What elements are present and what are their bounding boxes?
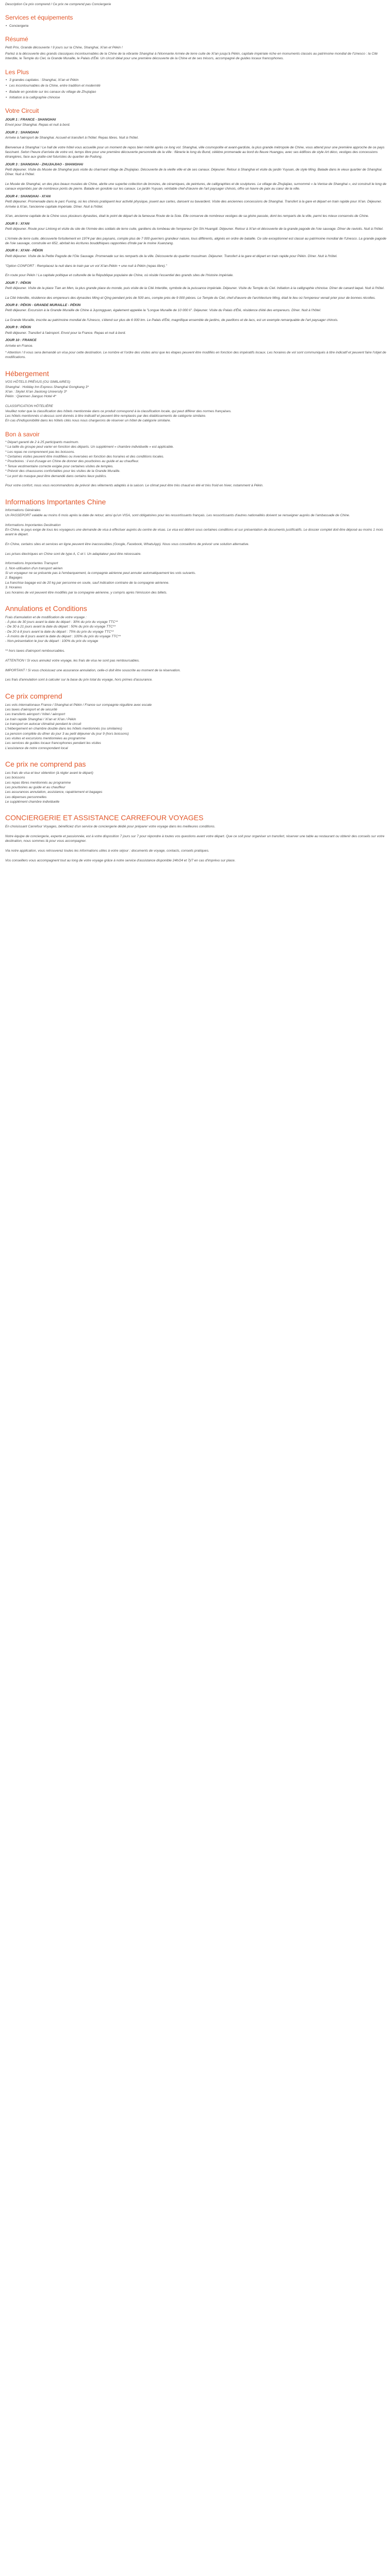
inclus-text: Les vols internationaux France / Shanghai et Pékin / France sur compagnie régulière avec escale Les taxes d'aéroport et de sécurité Les transferts aéroport / hôtel / aéroport Le train rapide Shanghai / Xi'an et Xi'an / Pékin Le transport en autocar climatisé pendant le circuit L'hébergement en chambre double dans les hôtels mentionnés (ou similaires) La pension complète du dîner du jour 3 au petit déjeuner du jour 9 (hors boissons) Les visites et excursions mentionnées au programme Les services de guides locaux francophones pendant les visites L'assistance de notre correspondant local [5, 703, 152, 750]
resume-tagline: Petit Prix, Grande découverte ! 9 jours sur la Chine, Shanghai, Xi'an et Pékin ! [5, 45, 123, 49]
day-title: JOUR 4 : SHANGHAI - XI'AN [5, 194, 51, 198]
plus-list [5, 78, 387, 100]
day-block [5, 303, 387, 323]
bon-a-savoir-title: Bon à savoir [5, 430, 40, 438]
day-block [5, 248, 387, 278]
exclus-text: Les frais de visa et leur obtention (à régler avant le départ) Les boissons Les repas libres mentionnés au programme Les pourboires au guide et au chauffeur Les assurances annulation, assistance, rapatriement et bagages Les dépenses personnelles Le supplément chambre individuelle [5, 771, 103, 804]
day-block [5, 222, 387, 246]
services-title: Services et équipements [5, 14, 73, 22]
day-title: JOUR 10 : FRANCE [5, 338, 37, 343]
list-item: • Balade en gondole sur les canaux du village de Zhujiajiao [5, 90, 387, 94]
formalites-text: Informations Générales Un PASSEPORT valable au moins 6 mois après la date de retour, ainsi qu'un VISA, sont obligatoires pour les ressortissants français. Les ressortissants d'autres nationalités doivent se renseigner auprès de l'ambassade de Chine. Informations Importantes Destination En Chine, le pays exige de tous les voyageurs une demande de visa à effectuer auprès du centre de visas. Le visa est délivré sous certaines conditions et sur présentation de documents justificatifs. Le dossier complet doit être déposé au moins 1 mois avant le départ. En Chine, certains sites et services en ligne peuvent être inaccessibles (Google, Facebook, WhatsApp). Nous vous conseillons de prévoir une solution alternative. Les prises électriques en Chine sont de type A, C et I. Un adaptateur peut être nécessaire. Informations Importantes Transport 1. Non-utilisation d'un transport aérien Si un voyageur ne se présente pas à l'embarquement, la compagnie aérienne peut annuler automatiquement les vols suivants. 2. Bagages La franchise bagage est de 20 kg par personne en soute, sauf indication contraire de la compagnie aérienne. 3. Horaires Les horaires de vol peuvent être modifiés par la compagnie aérienne, y compris après l'émission des billets. [5, 509, 383, 595]
day-text: Petit déjeuner. Visite du Musée de Shanghai puis visite du charmant village de Zhujiajiao. Découverte de la vieille ville et de ses canaux. Déjeuner. Retour à Shanghai et visite du jardin Yuyuan, de style Ming. Balade dans le vieux quartier de Shanghai. Dîner. Nuit à l'hôtel. Le Musée de Shanghai, un des plus beaux musées de Chine, abrite une superbe collection de bronzes, de céramiques, de peintures, de calligraphies et de sculptures. Le village de Zhujiajiao, surnommé « la Venise de Shanghai », est construit le long de canaux enjambés par de nombreux ponts de pierre. Balade en gondole sur les canaux. Le jardin Yuyuan, véritable chef-d'œuvre de l'art paysager chinois, offre un havre de paix au cœur de la ville. [5, 168, 387, 191]
list-item: • Conciergerie [5, 24, 387, 28]
day-text: Petit déjeuner. Visite de la place Tian an Men, la plus grande place du monde, puis visite de la Cité Interdite, symbole de la puissance impériale. Déjeuner. Visite du Temple du Ciel. Initiation à la calligraphie chinoise. Dîner de canard laqué. Nuit à l'hôtel. La Cité Interdite, résidence des empereurs des dynasties Ming et Qing pendant près de 500 ans, compte près de 9 000 pièces. Le Temple du Ciel, chef-d'œuvre de l'architecture Ming, était le lieu où l'empereur venait prier pour de bonnes récoltes. [5, 286, 385, 300]
day-text: Petit déjeuner. Excursion à la Grande Muraille de Chine à Juyongguan, également appelée la "Longue Muraille de 10 000 li". Déjeuner. Visite du Palais d'Été, résidence d'été des empereurs. Dîner. Nuit à l'hôtel. La Grande Muraille, inscrite au patrimoine mondial de l'Unesco, s'étend sur plus de 6 000 km. Le Palais d'Été, magnifique ensemble de jardins, de pavillons et de lacs, est un exemple remarquable de l'art paysager chinois. [5, 309, 338, 323]
exclus-title: Ce prix ne comprend pas [5, 760, 86, 769]
day-title: JOUR 5 : XI'AN [5, 222, 29, 226]
day-text: Arrivée en France. [5, 344, 34, 348]
day-text: Arrivée à l'aéroport de Shanghai. Accueil et transfert à l'hôtel. Repas libres. Nuit à l'hôtel. Bienvenue à Shanghai ! Le hall de votre hôtel vous accueille pour un moment de repos bien mérité après ce long vol. Shanghai, ville cosmopolite et avant-gardiste, la plus grande métropole de Chine, vous attend pour une première approche de ce pays fascinant. Selon l'heure d'arrivée de votre vol, temps libre pour une première découverte personnelle de la ville : flânerie le long du Bund, célèbre promenade au bord du fleuve Huangpu, avec ses édifices de style Art déco, vestiges des concessions étrangères, face aux gratte-ciel futuristes du quartier de Pudong. [5, 135, 385, 159]
day-title: JOUR 8 : PÉKIN - GRANDE MURAILLE - PÉKIN [5, 303, 81, 308]
bon-a-savoir-text: * Départ garanti de 2 à 25 participants maximum. * La taille du groupe peut varier en fonction des départs. Un supplément « chambre individuelle » est applicable. * Les repas ne comprennent pas les boissons. * Certaines visites peuvent être modifiées ou inversées en fonction des horaires et des conditions locales. * Pourboires : il est d'usage en Chine de donner des pourboires au guide et au chauffeur. * Tenue vestimentaire correcte exigée pour certaines visites de temples. * Prévoir des chaussures confortables pour les visites de la Grande Muraille. * Le port du masque peut être demandé dans certains lieux publics. Pour votre confort, nous vous recommandons de prévoir des vêtements adaptés à la saison. Le climat peut être très chaud en été et très froid en hiver, notamment à Pékin. [5, 440, 264, 488]
circuit-note: * Attention ! Il vous sera demandé un visa pour cette destination. Le nombre et l'ordre des visites ainsi que les étapes peuvent être modifiés en fonction des impératifs locaux. Les horaires de vol sont communiqués à titre indicatif et peuvent faire l'objet de modifications. [5, 350, 386, 360]
list-item: • 3 grandes capitales : Shanghai, Xi'an et Pékin [5, 78, 387, 82]
day-block [5, 325, 387, 335]
formalites-title: Informations Importantes Chine [5, 497, 106, 506]
hebergement-title: Hébergement [5, 369, 49, 378]
day-text: Petit déjeuner. Promenade dans le parc Fuxing, où les chinois pratiquent leur activité physique, jouent aux cartes, dansent ou bavardent. Visite des anciennes concessions de Shanghai. Transfert à la gare et départ en train rapide pour Xi'an. Déjeuner. Arrivée à Xi'an, l'ancienne capitale impériale. Dîner. Nuit à l'hôtel. Xi'an, ancienne capitale de la Chine sous plusieurs dynasties, était le point de départ de la fameuse Route de la Soie. Elle conserve de nombreux vestiges de sa gloire passée, dont les remparts de la ville, parmi les mieux conservés de Chine. [5, 200, 382, 218]
tab-links[interactable]: Description Ce prix comprend / Ce prix ne comprend pas Conciergerie [5, 3, 111, 6]
day-title: JOUR 7 : PÉKIN [5, 281, 31, 285]
annulation-text: Frais d'annulation et de modification de votre voyage : - À plus de 30 jours avant la date du départ : 30% du prix du voyage TTC** - De 30 à 21 jours avant la date du départ : 50% du prix du voyage TTC** - De 20 à 8 jours avant la date du départ : 75% du prix du voyage TTC** - À moins de 8 jours avant la date du départ : 100% du prix du voyage TTC** - Non-présentation le jour du départ : 100% du prix du voyage ** hors taxes d'aéroport remboursables. ATTENTION ! Si vous annulez votre voyage, les frais de visa ne sont pas remboursables. IMPORTANT ! Si vous choisissez une assurance annulation, celle-ci doit être souscrite au moment de la réservation. Les frais d'annulation sont à calculer sur la base du prix total du voyage, hors primes d'assurance. [5, 615, 181, 682]
conciergerie-title: CONCIERGERIE ET ASSISTANCE CARREFOUR VOYAGES [5, 814, 204, 822]
list-item: • Les incontournables de la Chine, entre tradition et modernité [5, 83, 387, 88]
resume-text: Partez à la découverte des grands classiques incontournables de la Chine de la vibrante Shanghai à l'étonnante Armée de terre cuite de Xi'an jusqu'à Pékin, capitale impériale riche en monuments classés au patrimoine mondial de l'Unesco : la Cité Interdite, le Temple du Ciel, la Grande Muraille, le Palais d'Été. Un circuit idéal pour une première découverte de la Chine et de ses trésors, accompagné de guides locaux francophones. [5, 52, 378, 61]
day-block [5, 338, 387, 348]
day-title: JOUR 9 : PÉKIN [5, 326, 31, 330]
inclus-title: Ce prix comprend [5, 691, 62, 700]
list-item: • Initiation à la calligraphie chinoise [5, 95, 387, 100]
day-text: Petit déjeuner. Transfert à l'aéroport. Envol pour la France. Repas et nuit à bord. [5, 331, 126, 335]
circuit-days [5, 117, 387, 360]
page [0, 0, 391, 866]
day-title: JOUR 3 : SHANGHAI - ZHUJIAJIAO - SHANGHAI [5, 162, 83, 166]
day-block [5, 194, 387, 219]
day-text: Petit déjeuner. Visite de la Petite Pagode de l'Oie Sauvage. Promenade sur les remparts de la ville. Découverte du quartier musulman. Déjeuner. Transfert à la gare et départ en train rapide pour Pékin. Dîner. Nuit à l'hôtel. "Option CONFORT : Remplacez la nuit dans le train par un vol Xi'an-Pékin + une nuit à Pékin (repas libre)." En route pour Pékin ! La capitale politique et culturelle de la République populaire de Chine, où réside l'essentiel des grands sites de l'histoire impériale. [5, 254, 338, 278]
annulation-title: Annulations et Conditions [5, 604, 87, 613]
plus-title: Les Plus [5, 68, 29, 76]
day-title: JOUR 2 : SHANGHAI [5, 130, 39, 134]
services-list [5, 24, 387, 28]
day-block [5, 130, 387, 160]
conciergerie-text: En choisissant Carrefour Voyages, bénéficiez d'un service de conciergerie dédié pour préparer votre voyage dans les meilleures conditions. Notre équipe de conciergerie, experte et passionnée, est à votre disposition 7 jours sur 7 pour répondre à toutes vos questions avant votre départ. Que ce soit pour organiser un transfert, réserver une table au restaurant ou obtenir des conseils sur votre destination, nous sommes là pour vous accompagner. Via notre application, vous retrouverez toutes les informations utiles à votre séjour : documents de voyage, contacts, conseils pratiques. Vos conseillers vous accompagnent tout au long de votre voyage grâce à notre service d'assistance disponible 24h/24 et 7j/7 en cas d'imprévu sur place. [5, 825, 385, 862]
hebergement-text: VOS HÔTELS PRÉVUS (OU SIMILAIRES) Shanghai : Holiday Inn Express Shanghai Gongkang 3* Xi'an : Skytel Xi'an Jiaotong University 3* Pékin : Qianmen Jianguo Hotel 4* CLASSIFICATION HÔTELIÈRE Veuillez noter que la classification des hôtels mentionnée dans ce produit correspond à la classification locale, qui peut différer des normes françaises. Les hôtels mentionnés ci-dessus sont donnés à titre indicatif et peuvent être remplacés par des établissements de catégorie similaire. En cas d'indisponibilité dans les hôtels cités nous nous chargerons de réserver un hôtel de catégorie similaire. [5, 380, 232, 423]
day-block [5, 117, 387, 128]
circuit-title: Votre Circuit [5, 107, 39, 115]
resume-block [5, 45, 387, 61]
day-block [5, 281, 387, 300]
day-title: JOUR 1 : FRANCE - SHANGHAI [5, 117, 56, 122]
product-description [5, 2, 387, 7]
day-text: Envol pour Shanghai. Repas et nuit à bord. [5, 123, 71, 127]
day-title: JOUR 6 : XI'AN - PÉKIN [5, 249, 43, 253]
day-block [5, 162, 387, 192]
day-text: Petit déjeuner. Route pour Lintong et visite du site de l'Armée des soldats de terre cuite, gardiens du tombeau de l'empereur Qin Shi Huangdi. Déjeuner. Retour à Xi'an et découverte de la grande pagode de l'oie sauvage. Dîner de raviolis. Nuit à l'hôtel. L'Armée de terre cuite, découverte fortuitement en 1974 par des paysans, compte plus de 7 000 guerriers grandeur nature, tous différents, alignés en ordre de bataille. Ce site exceptionnel est classé au patrimoine mondial de l'Unesco. La grande pagode de l'oie sauvage, construite en 652, abritait les écritures bouddhiques rapportées d'Inde par le moine Xuanzang. [5, 227, 386, 246]
resume-title: Résumé [5, 36, 28, 43]
